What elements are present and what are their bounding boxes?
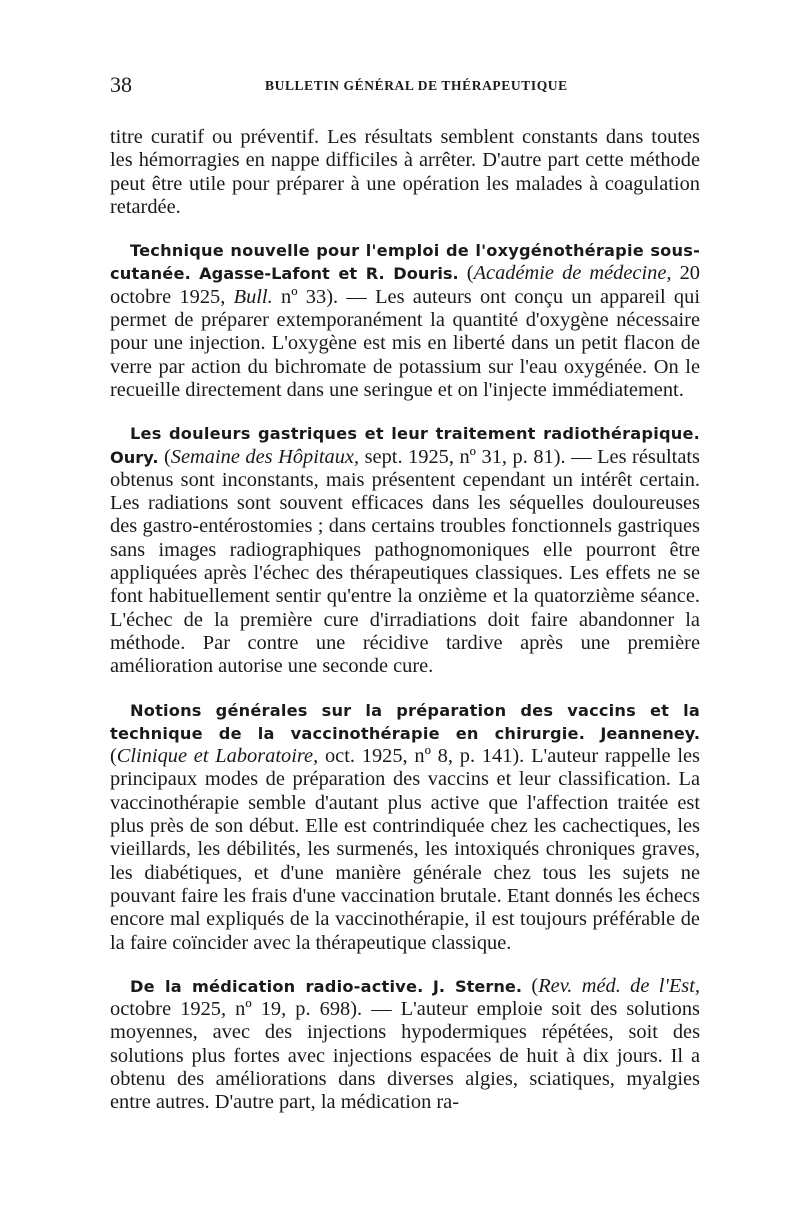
entry-body: — L'auteur emploie soit des solutions moyennes, avec des injections hypodermiques répétées, soit des solutions plus fortes avec injections espacées de huit à dix jours. Il a obtenu des améliorations dans diverses algies, sciatiques, myalgies entre autres. D'autre part, la médication ra- [110,998,700,1114]
entry-body: L'auteur rappelle les principaux modes de préparation des vaccins et leur classification. La vaccinothérapie semble d'autant plus active que l'affection traitée est plus près de son début. Elle est contrindiquée chez les cachectiques, les vieillards, les débilités, les surmenés, les intoxiqués chroniques graves, les diabétiques, et d'une manière générale chez tous les sujets ne pouvant faire les frais d'une vaccination brutale. Etant donnés les échecs encore mal expliqués de la vaccinothérapie, il est toujours préférable de la faire coïncider avec la thérapeutique classique. [110,745,700,954]
entry-ref-close: nº 33). [272,285,339,308]
entry-ref-open: ( [158,445,171,468]
entry-ref-open: ( [110,745,117,768]
journal-title: BULLETIN GÉNÉRAL DE THÉRAPEUTIQUE [265,78,568,93]
entry-journal-2: Bull. [233,285,273,308]
entry-ref-close: sept. 1925, nº 31, p. 81). [359,445,566,468]
entry-paragraph [110,422,700,678]
entry-journal: Académie de médecine, [473,262,672,285]
abstract-entry-gastric-pain [110,422,700,678]
entry-title: De la médication radio-active. [130,976,424,996]
entry-body: — Les auteurs ont conçu un appareil qui permet de préparer extemporanément la quantité d'oxygène nécessaire pour une injection. L'oxygène est mis en liberté dans un petit flacon de verre par action du bichromate de potassium sur l'eau oxygénée. On le recueille directement dans une seringue et on l'injecte immédiatement. [110,285,700,401]
abstract-entry-radioactive-medication [110,975,700,1115]
continuation-paragraph [110,126,700,219]
entry-paragraph [110,239,700,402]
entry-authors: Jeanneney. [600,723,700,743]
entry-ref-open: ( [522,974,539,997]
entry-title: Notions générales sur la préparation des vaccins et la technique de la vaccinothérapie en chirurgie. [110,700,700,743]
entry-ref-open: ( [458,262,474,285]
entry-body: — Les résultats obtenus sont inconstants, mais présentent cependant un intérêt certain. Les radiations sont souvent efficaces dans les séquelles douloureuses des gastro-entérostomies ; dans certains troubles fonctionnels gastriques sans images radiographiques pathognomoniques elle pourront être appliquées après l'échec des thérapeutiques classiques. Les effets ne se font habituellement sentir qu'entre la onzième et la quatorzième séance. L'échec de la première cure d'irradiations doit faire abandonner la méthode. Par contre une récidive tardive après une première amélioration autorise une seconde cure. [110,445,700,678]
entry-title: Technique nouvelle pour l'emploi de l'oxygénothérapie sous-cutanée. [110,241,700,284]
entry-authors: J. Sterne. [432,976,522,996]
entry-paragraph [110,975,700,1115]
entry-ref-close: octobre 1925, nº 19, p. 698). [110,998,363,1021]
page-number: 38 [110,72,132,97]
entry-ref-close: oct. 1925, nº 8, p. 141). [318,745,525,768]
continuation-text: titre curatif ou préventif. Les résultats semblent constants dans toutes les hémorragies en nappe difficiles à arrêter. D'autre part cette méthode peut être utile pour préparer à une opération les malades à coagulation retardée. [110,126,700,218]
entry-title: Les douleurs gastriques et leur traitement radiothérapique. [130,424,700,444]
entry-ref-mid: 20 octobre 1925, [110,262,700,308]
entry-journal: Rev. méd. de l'Est, [538,974,700,997]
entry-journal: Semaine des Hôpitaux, [170,445,360,468]
abstract-entry-vaccinotherapy [110,699,700,955]
running-head [110,70,700,100]
abstract-entry-oxygenotherapy [110,239,700,402]
entry-paragraph [110,699,700,955]
entry-authors: Agasse-Lafont et R. Douris. [199,264,459,284]
entry-authors: Oury. [110,447,159,467]
entry-journal: Clinique et Laboratoire, [116,745,319,768]
